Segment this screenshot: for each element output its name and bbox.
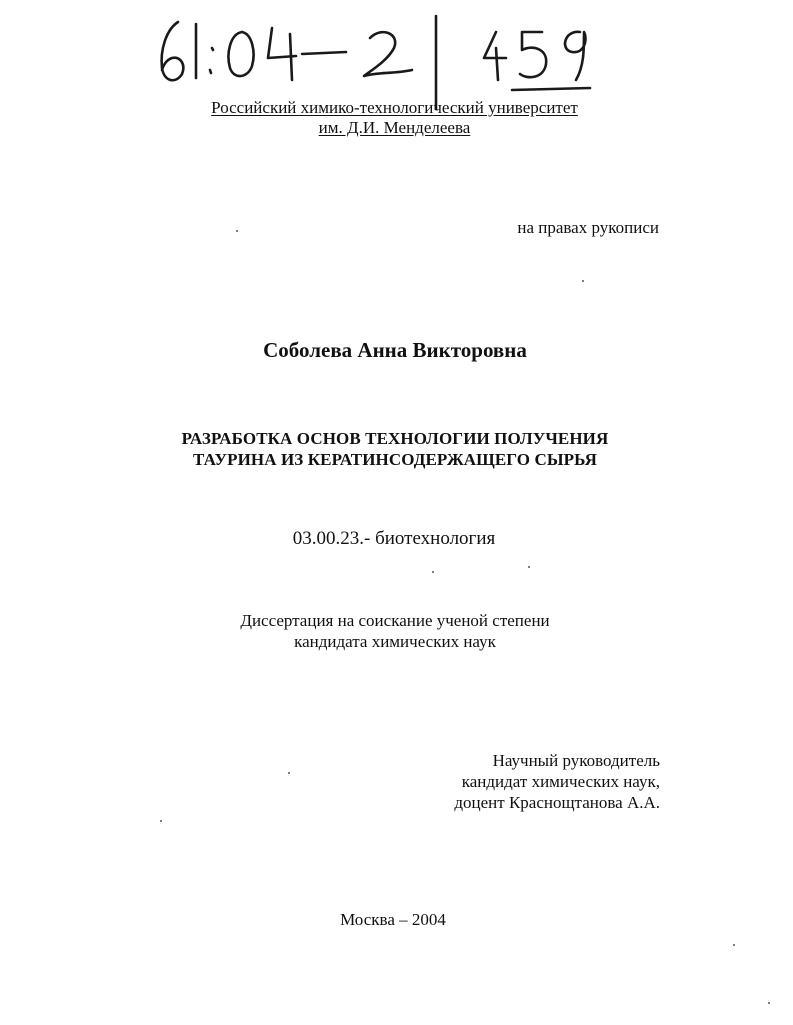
scan-speck	[733, 944, 735, 946]
dissertation-line-2: кандидата химических наук	[294, 632, 496, 651]
scan-speck	[528, 566, 530, 568]
handwriting-svg	[150, 10, 610, 110]
scan-speck	[236, 230, 238, 232]
scan-speck	[432, 571, 434, 573]
institution-subtitle	[0, 118, 791, 138]
supervisor-line-1: Научный руководитель	[492, 751, 660, 770]
handwritten-archive-number	[150, 10, 610, 110]
supervisor-line-2: кандидат химических наук,	[461, 772, 660, 791]
scan-speck	[768, 1002, 770, 1004]
scan-speck	[582, 280, 584, 282]
supervisor-block	[454, 750, 660, 813]
specialty-code: 03.00.23.- биотехнология	[292, 528, 496, 549]
supervisor-line-3: доцент Краснощтанова А.А.	[454, 793, 660, 812]
dissertation-description	[0, 610, 790, 652]
thesis-title	[0, 428, 790, 470]
scan-speck	[288, 772, 290, 774]
rights-notice: на правах рукописи	[517, 218, 659, 237]
scan-speck	[160, 820, 162, 822]
dissertation-line-1: Диссертация на соискание ученой степени	[240, 611, 550, 630]
institution-line-2: им. Д.И. Менделеева	[318, 118, 471, 137]
city-year: Москва – 2004	[340, 910, 446, 929]
thesis-title-line-2: ТАУРИНА ИЗ КЕРАТИНСОДЕРЖАЩЕГО СЫРЬЯ	[193, 450, 597, 469]
author-name: Соболева Анна Викторовна	[263, 338, 527, 362]
institution-name	[0, 98, 791, 118]
institution-line-1: Российский химико-технологический университет	[211, 98, 578, 117]
thesis-title-line-1: РАЗРАБОТКА ОСНОВ ТЕХНОЛОГИИ ПОЛУЧЕНИЯ	[181, 429, 609, 448]
